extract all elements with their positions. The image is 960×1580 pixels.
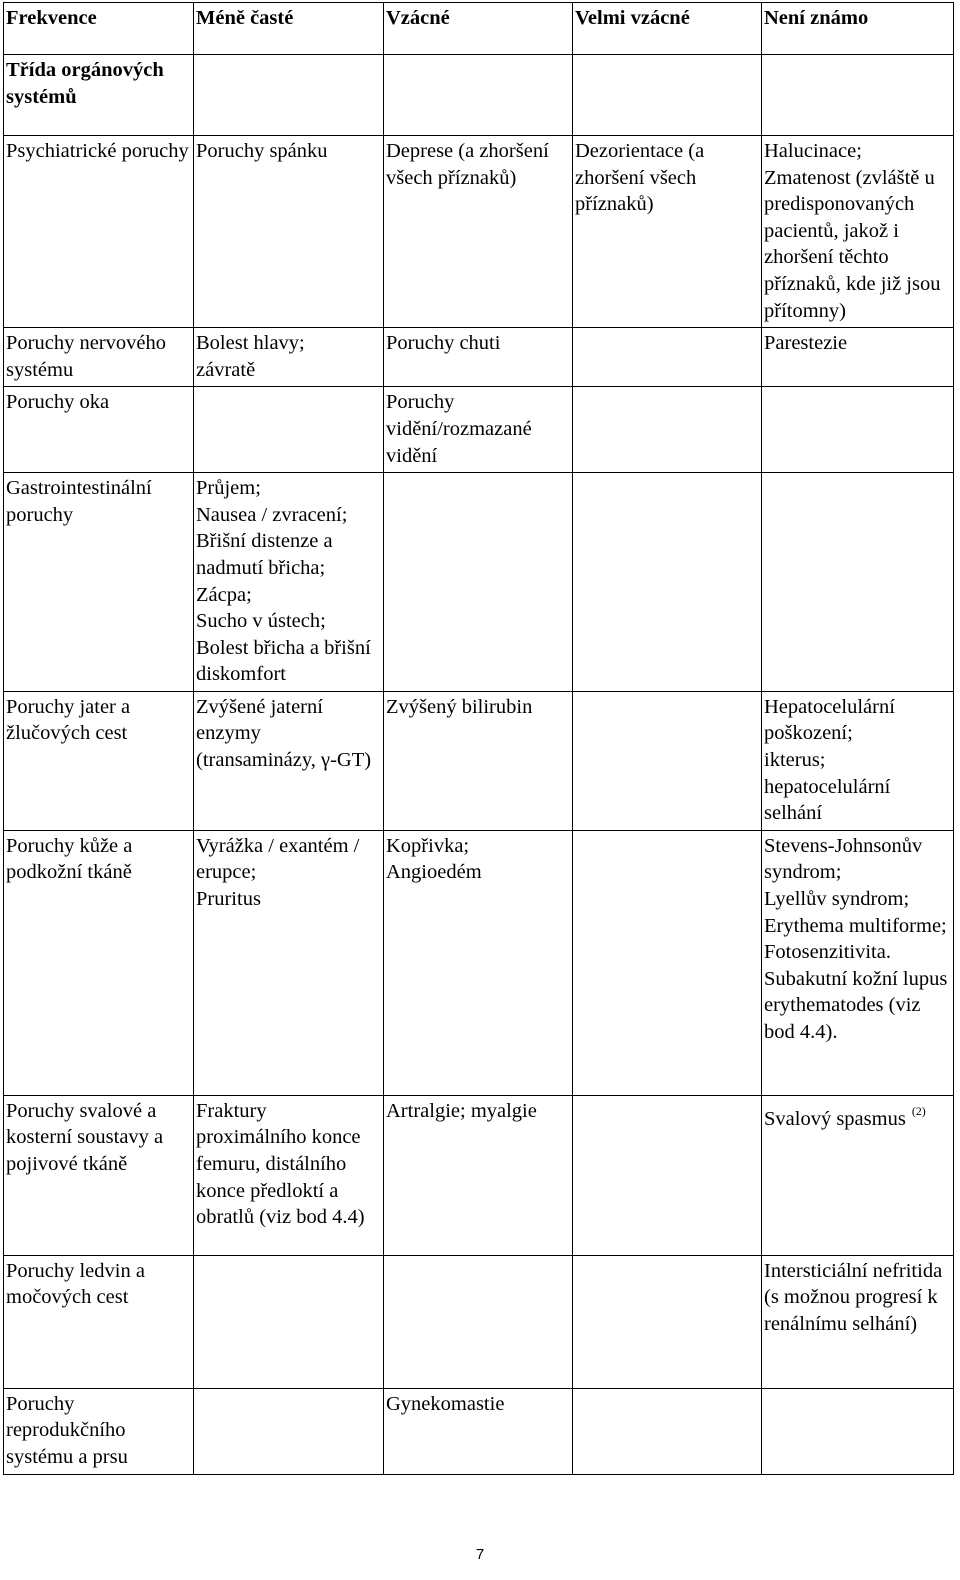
reaction-item: Poruchy vidění/rozmazané vidění xyxy=(386,391,532,467)
table-row xyxy=(4,691,954,830)
very-rare-cell xyxy=(573,1255,762,1388)
unknown-cell xyxy=(762,830,954,1095)
reaction-item: Zácpa; xyxy=(196,583,252,606)
reaction-item: Svalový spasmus xyxy=(764,1107,906,1130)
header-row-frequency xyxy=(4,3,954,55)
organ-class-cell: Poruchy oka xyxy=(4,387,194,473)
reaction-item: Parestezie xyxy=(764,332,848,355)
uncommon-cell xyxy=(194,1388,384,1474)
reaction-item: Nausea / zvracení; xyxy=(196,503,348,526)
uncommon-cell xyxy=(194,1095,384,1255)
adverse-reactions-table xyxy=(3,2,954,1475)
reaction-item: Bolest břicha a břišní diskomfort xyxy=(196,636,371,686)
rare-cell xyxy=(384,473,573,692)
reaction-item: Vyrážka / exantém / erupce; xyxy=(196,834,360,884)
uncommon-cell xyxy=(194,387,384,473)
table-row xyxy=(4,473,954,692)
reaction-item: Erythema multiforme; xyxy=(764,914,947,937)
reaction-item: Hepatocelulární poškození; xyxy=(764,695,895,745)
rare-cell xyxy=(384,1255,573,1388)
reaction-item-with-footnote xyxy=(764,1098,951,1133)
uncommon-cell xyxy=(194,473,384,692)
uncommon-cell xyxy=(194,1255,384,1388)
table-row xyxy=(4,1388,954,1474)
reaction-item: Poruchy spánku xyxy=(196,140,328,162)
table-row xyxy=(4,387,954,473)
reaction-item: Břišní distenze a nadmutí břicha; xyxy=(196,530,333,579)
header-row-organ-class xyxy=(4,55,954,136)
organ-class-cell: Poruchy jater a žlučových cest xyxy=(4,691,194,830)
uncommon-cell xyxy=(194,328,384,387)
reaction-item: Průjem; xyxy=(196,477,261,500)
very-rare-cell xyxy=(573,691,762,830)
header-unknown: Není známo xyxy=(762,3,954,55)
reaction-item: závratě xyxy=(196,358,256,381)
very-rare-cell xyxy=(573,328,762,387)
reaction-item: Lyellův syndrom; xyxy=(764,888,910,911)
reaction-item: Deprese (a zhoršení všech příznaků) xyxy=(386,140,549,189)
reaction-item: Fraktury proximálního konce femuru, distálního konce předloktí a obratlů (viz bod 4.4) xyxy=(196,1099,365,1229)
unknown-cell xyxy=(762,1095,954,1255)
reaction-item: Subakutní kožní lupus erythematodes (viz bod 4.4). xyxy=(764,967,948,1043)
reaction-item: Zvýšený bilirubin xyxy=(386,695,533,718)
unknown-cell xyxy=(762,691,954,830)
unknown-cell xyxy=(762,136,954,328)
unknown-cell xyxy=(762,473,954,692)
reaction-item: Halucinace; xyxy=(764,140,862,162)
organ-class-cell: Gastrointestinální poruchy xyxy=(4,473,194,692)
very-rare-cell xyxy=(573,1388,762,1474)
reaction-item: Stevens-Johnsonův syndrom; xyxy=(764,834,923,884)
rare-cell xyxy=(384,1095,573,1255)
reaction-item: Bolest hlavy; xyxy=(196,332,305,355)
organ-class-cell: Poruchy nervového systému xyxy=(4,328,194,387)
unknown-cell xyxy=(762,387,954,473)
header-empty-cell xyxy=(194,55,384,136)
rare-cell xyxy=(384,1388,573,1474)
footnote-reference: (2) xyxy=(911,1103,926,1118)
header-rare: Vzácné xyxy=(384,3,573,55)
reaction-item: Sucho v ústech; xyxy=(196,610,326,633)
unknown-cell xyxy=(762,1388,954,1474)
reaction-item: hepatocelulární selhání xyxy=(764,775,891,825)
organ-class-cell: Poruchy kůže a podkožní tkáně xyxy=(4,830,194,1095)
unknown-cell xyxy=(762,1255,954,1388)
very-rare-cell xyxy=(573,830,762,1095)
uncommon-cell xyxy=(194,691,384,830)
organ-class-cell: Poruchy ledvin a močových cest xyxy=(4,1255,194,1388)
reaction-item: Fotosenzitivita. xyxy=(764,941,891,964)
organ-class-cell: Psychiatrické poruchy xyxy=(4,136,194,328)
very-rare-cell xyxy=(573,473,762,692)
very-rare-cell xyxy=(573,1095,762,1255)
reaction-item: Intersticiální nefritida xyxy=(764,1259,943,1282)
header-empty-cell xyxy=(762,55,954,136)
table-row xyxy=(4,830,954,1095)
page-number: 7 xyxy=(475,1546,485,1563)
header-organ-class: Třída orgánových systémů xyxy=(4,55,194,136)
very-rare-cell xyxy=(573,387,762,473)
uncommon-cell xyxy=(194,136,384,328)
reaction-item: Pruritus xyxy=(196,888,261,911)
table-row xyxy=(4,328,954,387)
reaction-item: Poruchy chuti xyxy=(386,332,501,355)
header-very-rare: Velmi vzácné xyxy=(573,3,762,55)
header-uncommon: Méně časté xyxy=(194,3,384,55)
rare-cell xyxy=(384,691,573,830)
reaction-item: Angioedém xyxy=(386,861,482,884)
very-rare-cell xyxy=(573,136,762,328)
header-empty-cell xyxy=(384,55,573,136)
reaction-item: Kopřivka; xyxy=(386,834,470,857)
reaction-item: (s možnou progresí k renálnímu selhání) xyxy=(764,1286,938,1336)
uncommon-cell xyxy=(194,830,384,1095)
rare-cell xyxy=(384,328,573,387)
table-row xyxy=(4,136,954,328)
reaction-item: ikterus; xyxy=(764,749,826,772)
table-row xyxy=(4,1255,954,1388)
reaction-item: Zvýšené jaterní enzymy (transaminázy, γ-GT) xyxy=(196,695,372,772)
organ-class-cell: Poruchy svalové a kosterní soustavy a pojivové tkáně xyxy=(4,1095,194,1255)
reaction-item: Gynekomastie xyxy=(386,1392,505,1415)
rare-cell xyxy=(384,830,573,1095)
reaction-item: Zmatenost (zvláště u predisponovaných pacientů, jakož i zhoršení těchto příznaků, kde již jsou přítomny) xyxy=(764,166,941,322)
reaction-item: Artralgie; myalgie xyxy=(386,1099,537,1122)
table-body xyxy=(4,3,954,1475)
unknown-cell xyxy=(762,328,954,387)
rare-cell xyxy=(384,136,573,328)
organ-class-cell: Poruchy reprodukčního systému a prsu xyxy=(4,1388,194,1474)
header-frequency: Frekvence xyxy=(4,3,194,55)
reaction-item: Dezorientace (a zhoršení všech příznaků) xyxy=(575,140,705,216)
table-row xyxy=(4,1095,954,1255)
header-empty-cell xyxy=(573,55,762,136)
rare-cell xyxy=(384,387,573,473)
